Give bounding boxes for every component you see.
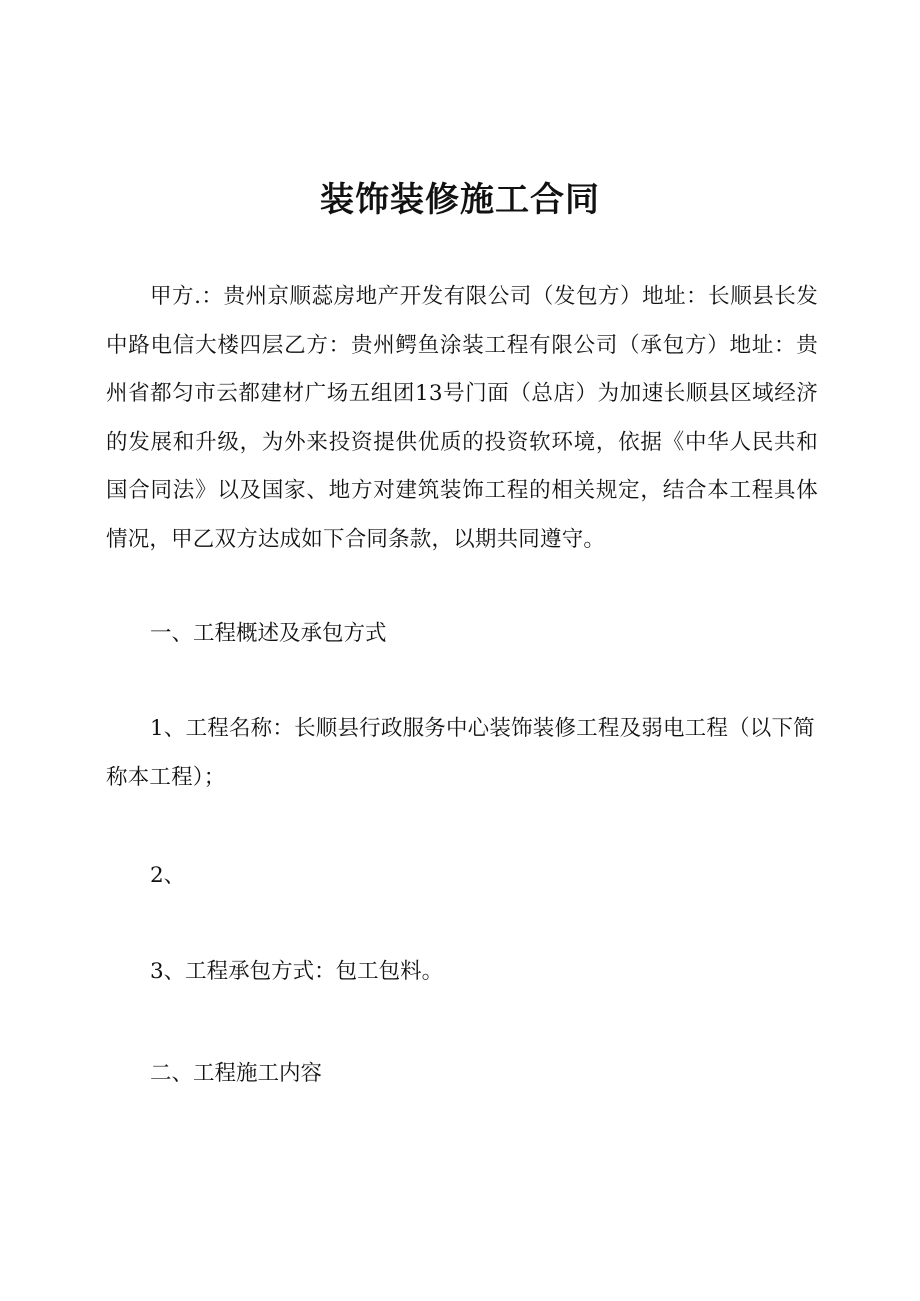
section-heading-1: 一、工程概述及承包方式 [150, 621, 387, 646]
document-title: 装饰装修施工合同 [320, 180, 600, 220]
intro-paragraph: 甲方.：贵州京顺蕊房地产开发有限公司（发包方）地址：长顺县长发中路电信大楼四层乙方：贵州鳄鱼涂装工程有限公司（承包方）地址：贵州省都匀市云都建材广场五组团13号门面（总店）为加速长顺县区域经济的发展和升级，为外来投资提供优质的投资软环境，依据《中华人民共和国合同法》以及国家、地方对建筑装饰工程的相关规定，结合本工程具体情况，甲乙双方达成如下合同条款，以期共同遵守。 [106, 284, 818, 552]
list-item-project-name: 1、工程名称：长顺县行政服务中心装饰装修工程及弱电工程（以下简称本工程）； [106, 716, 815, 790]
section-heading-2: 二、工程施工内容 [150, 1061, 323, 1086]
list-item-contract-method: 3、工程承包方式：包工包料。 [150, 959, 444, 984]
list-item-2: 2、 [150, 863, 186, 888]
